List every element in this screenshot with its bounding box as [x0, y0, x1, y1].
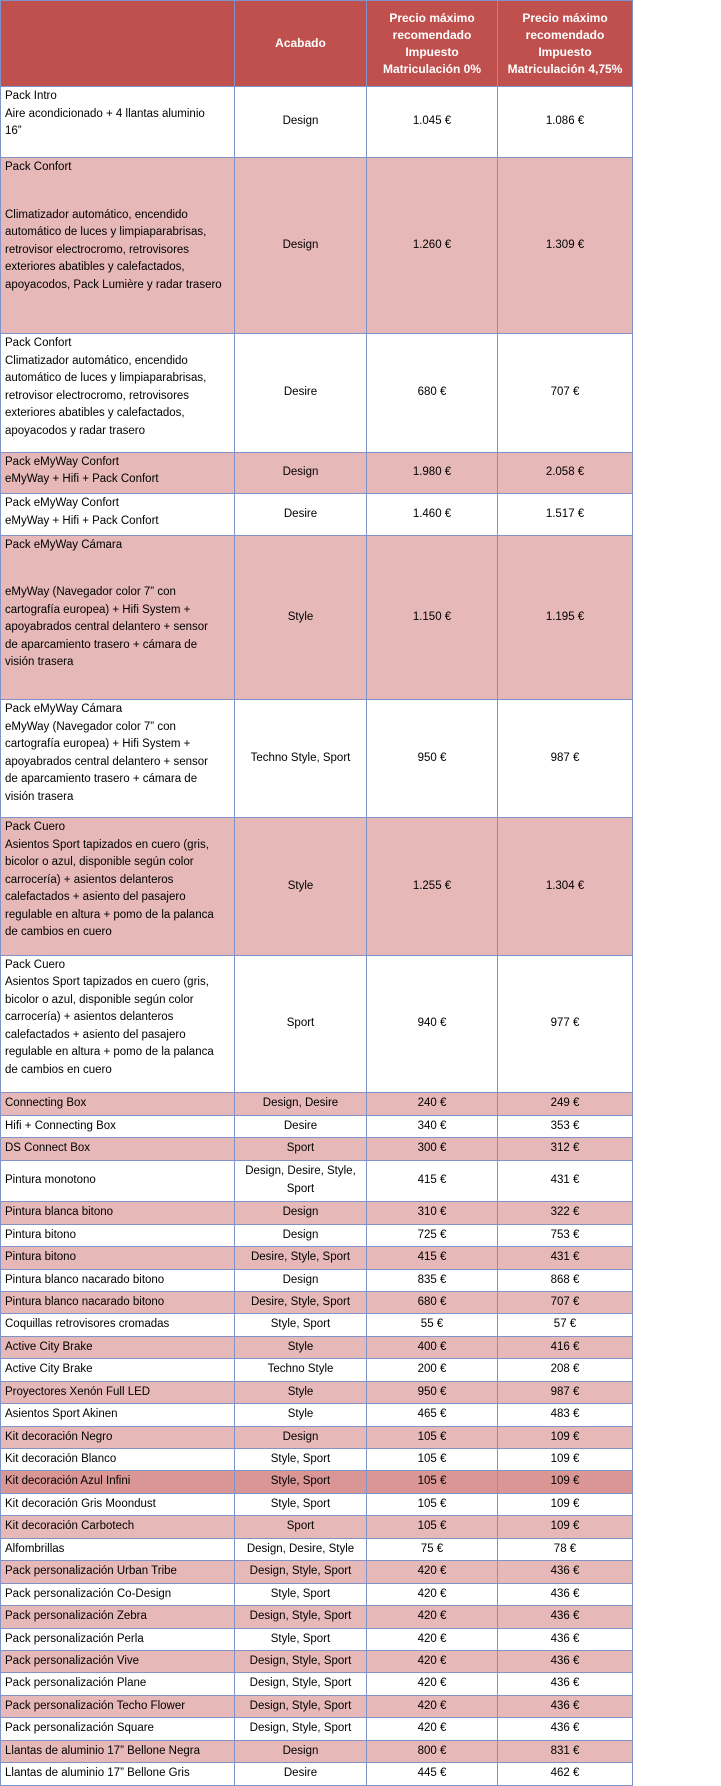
price-475-percent: 57 € [498, 1314, 633, 1336]
option-detail-line: eMyWay (Navegador color 7” con [5, 720, 176, 733]
price-475-percent: 1.304 € [498, 818, 633, 955]
option-finish: Style, Sport [235, 1471, 367, 1493]
option-detail-line: automático de luces y limpiaparabrisas, [5, 226, 207, 239]
option-description [1, 535, 235, 699]
option-description [1, 1247, 235, 1269]
price-0-percent: 680 € [367, 1291, 498, 1313]
price-0-percent: 200 € [367, 1359, 498, 1381]
table-row [1, 1606, 633, 1628]
option-finish: Design, Desire, Style, Sport [235, 1160, 367, 1202]
option-finish: Design [235, 1269, 367, 1291]
option-finish: Design, Desire [235, 1093, 367, 1115]
price-475-percent: 707 € [498, 1291, 633, 1313]
option-description [1, 1381, 235, 1403]
option-description [1, 700, 235, 818]
option-name: Kit decoración Carbotech [5, 1520, 135, 1533]
option-name: Pack eMyWay Cámara [5, 538, 123, 551]
price-475-percent: 987 € [498, 1381, 633, 1403]
option-finish: Design [235, 452, 367, 494]
table-row [1, 1471, 633, 1493]
price-475-percent: 483 € [498, 1404, 633, 1426]
option-name: Pack eMyWay Cámara [5, 703, 123, 716]
option-finish: Design [235, 158, 367, 334]
option-description [1, 1314, 235, 1336]
option-detail-line: Asientos Sport tapizados en cuero (gris, [5, 838, 209, 851]
header-description [1, 1, 235, 87]
option-description [1, 1763, 235, 1786]
header-finish: Acabado [235, 1, 367, 87]
option-detail-line: visión trasera [5, 656, 74, 669]
header-price-475-line: Matriculación 4,75% [507, 61, 623, 76]
option-description [1, 87, 235, 158]
option-detail-line: Climatizador automático, encendido [5, 354, 188, 367]
table-row [1, 1336, 633, 1358]
option-description [1, 1160, 235, 1202]
price-0-percent: 1.150 € [367, 535, 498, 699]
option-finish: Design, Style, Sport [235, 1673, 367, 1695]
line-gap [5, 177, 230, 207]
price-475-percent: 436 € [498, 1561, 633, 1583]
option-description [1, 452, 235, 494]
price-0-percent: 340 € [367, 1115, 498, 1137]
table-row [1, 1628, 633, 1650]
price-0-percent: 420 € [367, 1673, 498, 1695]
price-475-percent: 977 € [498, 955, 633, 1092]
price-0-percent: 420 € [367, 1561, 498, 1583]
table-row [1, 1763, 633, 1786]
option-finish: Style, Sport [235, 1628, 367, 1650]
table-row [1, 1093, 633, 1115]
price-0-percent: 940 € [367, 955, 498, 1092]
option-description [1, 334, 235, 452]
option-finish: Design, Style, Sport [235, 1606, 367, 1628]
table-row [1, 1493, 633, 1515]
option-finish: Desire [235, 1763, 367, 1786]
option-detail-line: bicolor o azul, disponible según color [5, 856, 194, 869]
price-0-percent: 420 € [367, 1628, 498, 1650]
option-finish: Style [235, 1336, 367, 1358]
price-0-percent: 1.460 € [367, 494, 498, 536]
header-price-0-line: Precio máximo [389, 10, 475, 25]
table-row [1, 955, 633, 1092]
option-name: Pintura monotono [5, 1174, 96, 1187]
option-description [1, 1291, 235, 1313]
price-475-percent: 436 € [498, 1673, 633, 1695]
option-finish: Style, Sport [235, 1314, 367, 1336]
price-0-percent: 420 € [367, 1650, 498, 1672]
option-finish: Techno Style, Sport [235, 700, 367, 818]
price-475-percent: 1.195 € [498, 535, 633, 699]
option-description [1, 1673, 235, 1695]
option-detail-line: bicolor o azul, disponible según color [5, 993, 194, 1006]
option-detail-line: apoyabrados central delantero + sensor [5, 621, 208, 634]
table-row [1, 1449, 633, 1471]
price-475-percent: 1.309 € [498, 158, 633, 334]
price-475-percent: 436 € [498, 1583, 633, 1605]
line-gap [5, 554, 230, 584]
price-475-percent: 753 € [498, 1224, 633, 1246]
option-finish: Style, Sport [235, 1583, 367, 1605]
option-name: Llantas de aluminio 17” Bellone Gris [5, 1767, 190, 1780]
option-description [1, 1336, 235, 1358]
option-detail-line: de aparcamiento trasero + cámara de [5, 638, 198, 651]
option-description [1, 1138, 235, 1160]
price-475-percent: 208 € [498, 1359, 633, 1381]
option-detail-line: eMyWay (Navegador color 7” con [5, 586, 176, 599]
price-0-percent: 445 € [367, 1763, 498, 1786]
price-475-percent: 868 € [498, 1269, 633, 1291]
price-475-percent: 312 € [498, 1138, 633, 1160]
header-price-0-line: Matriculación 0% [382, 61, 482, 76]
option-finish: Design, Style, Sport [235, 1650, 367, 1672]
option-detail-line: automático de luces y limpiaparabrisas, [5, 372, 207, 385]
option-finish: Desire, Style, Sport [235, 1247, 367, 1269]
option-name: Pintura blanco nacarado bitono [5, 1273, 165, 1286]
option-detail-line: eMyWay + Hifi + Pack Confort [5, 514, 159, 527]
option-name: Pintura bitono [5, 1228, 76, 1241]
option-description [1, 1718, 235, 1740]
table-row [1, 1160, 633, 1202]
price-475-percent: 436 € [498, 1628, 633, 1650]
price-0-percent: 1.255 € [367, 818, 498, 955]
option-name: Pack personalización Techo Flower [5, 1699, 186, 1712]
table-row [1, 1115, 633, 1137]
price-0-percent: 105 € [367, 1449, 498, 1471]
option-name: Pack personalización Square [5, 1722, 154, 1735]
option-name: Asientos Sport Akinen [5, 1408, 118, 1421]
price-475-percent: 2.058 € [498, 452, 633, 494]
price-0-percent: 420 € [367, 1583, 498, 1605]
price-0-percent: 105 € [367, 1426, 498, 1448]
price-0-percent: 680 € [367, 334, 498, 452]
option-name: Pack personalización Vive [5, 1654, 140, 1667]
option-description [1, 1695, 235, 1717]
price-475-percent: 831 € [498, 1740, 633, 1762]
option-name: Pack personalización Co-Design [5, 1587, 172, 1600]
option-finish: Sport [235, 1138, 367, 1160]
option-description [1, 1224, 235, 1246]
price-0-percent: 105 € [367, 1493, 498, 1515]
table-row [1, 1138, 633, 1160]
price-475-percent: 109 € [498, 1516, 633, 1538]
table-row [1, 1359, 633, 1381]
price-0-percent: 420 € [367, 1718, 498, 1740]
option-name: Pintura bitono [5, 1251, 76, 1264]
header-price-0-line: recomendado [392, 27, 472, 42]
option-detail-line: eMyWay + Hifi + Pack Confort [5, 473, 159, 486]
option-name: DS Connect Box [5, 1142, 91, 1155]
option-name: Pintura blanco nacarado bitono [5, 1295, 165, 1308]
header-price-0-line: Impuesto [405, 44, 459, 59]
price-0-percent: 240 € [367, 1093, 498, 1115]
table-row [1, 1291, 633, 1313]
price-475-percent: 109 € [498, 1449, 633, 1471]
option-detail-line: calefactados + asiento del pasajero [5, 891, 186, 904]
option-finish: Design [235, 1202, 367, 1224]
option-finish: Design [235, 1740, 367, 1762]
option-finish: Sport [235, 1516, 367, 1538]
option-description [1, 1093, 235, 1115]
table-row [1, 1561, 633, 1583]
price-475-percent: 109 € [498, 1493, 633, 1515]
price-475-percent: 109 € [498, 1426, 633, 1448]
option-detail-line: exteriores abatibles y calefactados, [5, 261, 185, 274]
table-row [1, 1695, 633, 1717]
price-0-percent: 75 € [367, 1538, 498, 1560]
option-finish: Design, Desire, Style [235, 1538, 367, 1560]
price-475-percent: 431 € [498, 1160, 633, 1202]
option-detail-line: Asientos Sport tapizados en cuero (gris, [5, 976, 209, 989]
option-description [1, 1202, 235, 1224]
option-name: Pack personalización Zebra [5, 1610, 147, 1623]
price-0-percent: 465 € [367, 1404, 498, 1426]
option-finish: Techno Style [235, 1359, 367, 1381]
price-475-percent: 1.086 € [498, 87, 633, 158]
option-detail-line: regulable en altura + pomo de la palanca [5, 1046, 214, 1059]
option-name: Connecting Box [5, 1097, 87, 1110]
option-detail-line: calefactados + asiento del pasajero [5, 1028, 186, 1041]
option-name: Pack Confort [5, 337, 72, 350]
option-name: Pack personalización Plane [5, 1677, 147, 1690]
option-description [1, 1583, 235, 1605]
option-finish: Design, Style, Sport [235, 1561, 367, 1583]
table-row [1, 1740, 633, 1762]
table-row [1, 535, 633, 699]
option-name: Pack eMyWay Confort [5, 455, 119, 468]
option-name: Pack Cuero [5, 821, 66, 834]
price-475-percent: 353 € [498, 1115, 633, 1137]
table-body [1, 87, 633, 1786]
price-0-percent: 300 € [367, 1138, 498, 1160]
option-description [1, 1538, 235, 1560]
option-name: Pack Confort [5, 161, 72, 174]
option-name: Proyectores Xenón Full LED [5, 1385, 151, 1398]
option-detail-line: 16” [5, 125, 22, 137]
header-price-475 [498, 1, 633, 87]
option-description [1, 1493, 235, 1515]
option-finish: Desire [235, 334, 367, 452]
table-row [1, 1381, 633, 1403]
option-finish: Style [235, 535, 367, 699]
option-description [1, 1471, 235, 1493]
price-0-percent: 725 € [367, 1224, 498, 1246]
option-name: Kit decoración Gris Moondust [5, 1497, 156, 1510]
price-0-percent: 105 € [367, 1471, 498, 1493]
option-detail-line: apoyacodos y radar trasero [5, 424, 145, 437]
price-475-percent: 462 € [498, 1763, 633, 1786]
option-name: Pack Cuero [5, 958, 66, 971]
table-row [1, 1516, 633, 1538]
option-finish: Style, Sport [235, 1449, 367, 1471]
price-475-percent: 1.517 € [498, 494, 633, 536]
option-description [1, 1628, 235, 1650]
price-0-percent: 950 € [367, 1381, 498, 1403]
table-row [1, 87, 633, 158]
option-finish: Design [235, 87, 367, 158]
header-price-475-line: recomendado [525, 27, 605, 42]
table-row [1, 1718, 633, 1740]
option-name: Active City Brake [5, 1340, 93, 1353]
price-475-percent: 707 € [498, 334, 633, 452]
option-description [1, 1115, 235, 1137]
price-0-percent: 420 € [367, 1606, 498, 1628]
option-finish: Style [235, 1404, 367, 1426]
price-0-percent: 1.045 € [367, 87, 498, 158]
option-detail-line: de aparcamiento trasero + cámara de [5, 773, 198, 786]
price-0-percent: 310 € [367, 1202, 498, 1224]
option-description [1, 1606, 235, 1628]
option-description [1, 1516, 235, 1538]
table-row [1, 1224, 633, 1246]
price-0-percent: 415 € [367, 1160, 498, 1202]
option-detail-line: cartografía europea) + Hifi System + [5, 738, 191, 751]
option-description [1, 1449, 235, 1471]
price-475-percent: 436 € [498, 1695, 633, 1717]
table-row [1, 1538, 633, 1560]
option-finish: Desire [235, 494, 367, 536]
price-0-percent: 415 € [367, 1247, 498, 1269]
option-description [1, 1359, 235, 1381]
option-name: Kit decoración Azul Infini [5, 1475, 131, 1488]
option-finish: Sport [235, 955, 367, 1092]
table-row [1, 1673, 633, 1695]
option-finish: Style [235, 1381, 367, 1403]
price-0-percent: 55 € [367, 1314, 498, 1336]
price-0-percent: 400 € [367, 1336, 498, 1358]
option-detail-line: carrocería) + asientos delanteros [5, 1011, 174, 1024]
option-name: Pack personalización Urban Tribe [5, 1565, 177, 1578]
option-name: Pack eMyWay Confort [5, 497, 119, 510]
table-row [1, 1404, 633, 1426]
table-row [1, 158, 633, 334]
option-description [1, 818, 235, 955]
price-475-percent: 249 € [498, 1093, 633, 1115]
option-description [1, 494, 235, 536]
price-475-percent: 987 € [498, 700, 633, 818]
option-name: Llantas de aluminio 17” Bellone Negra [5, 1744, 200, 1757]
price-475-percent: 416 € [498, 1336, 633, 1358]
table-row [1, 1583, 633, 1605]
option-description [1, 158, 235, 334]
option-description [1, 1269, 235, 1291]
table-row [1, 1247, 633, 1269]
table-row [1, 1269, 633, 1291]
option-description [1, 1740, 235, 1762]
option-finish: Desire, Style, Sport [235, 1291, 367, 1313]
option-detail-line: carrocería) + asientos delanteros [5, 873, 174, 886]
header-price-0 [367, 1, 498, 87]
price-475-percent: 436 € [498, 1606, 633, 1628]
table-row [1, 1314, 633, 1336]
table-row [1, 452, 633, 494]
option-description [1, 1650, 235, 1672]
table-row [1, 334, 633, 452]
option-finish: Style, Sport [235, 1493, 367, 1515]
option-finish: Style [235, 818, 367, 955]
price-0-percent: 105 € [367, 1516, 498, 1538]
header-price-475-line: Precio máximo [522, 10, 608, 25]
price-475-percent: 109 € [498, 1471, 633, 1493]
header-row [1, 1, 633, 87]
option-name: Pack Intro [5, 90, 57, 102]
price-475-percent: 436 € [498, 1718, 633, 1740]
option-detail-line: de cambios en cuero [5, 1063, 112, 1076]
option-name: Alfombrillas [5, 1542, 65, 1555]
price-0-percent: 1.260 € [367, 158, 498, 334]
option-detail-line: visión trasera [5, 790, 74, 803]
table-row [1, 700, 633, 818]
price-475-percent: 436 € [498, 1650, 633, 1672]
table-row [1, 1650, 633, 1672]
option-name: Kit decoración Blanco [5, 1453, 117, 1466]
price-475-percent: 78 € [498, 1538, 633, 1560]
price-0-percent: 835 € [367, 1269, 498, 1291]
option-name: Active City Brake [5, 1363, 93, 1376]
option-detail-line: Aire acondicionado + 4 llantas aluminio [5, 107, 205, 120]
option-description [1, 1561, 235, 1583]
price-475-percent: 431 € [498, 1247, 633, 1269]
option-detail-line: de cambios en cuero [5, 926, 112, 939]
header-price-475-line: Impuesto [538, 44, 592, 59]
option-finish: Design [235, 1426, 367, 1448]
option-name: Kit decoración Negro [5, 1430, 113, 1443]
option-detail-line: cartografía europea) + Hifi System + [5, 603, 191, 616]
option-detail-line: retrovisor electrocromo, retrovisores [5, 243, 190, 256]
option-detail-line: Climatizador automático, encendido [5, 208, 188, 221]
option-detail-line: apoyacodos, Pack Lumière y radar trasero [5, 278, 222, 291]
option-description [1, 955, 235, 1092]
table-row [1, 818, 633, 955]
option-detail-line: retrovisor electrocromo, retrovisores [5, 389, 190, 402]
option-detail-line: exteriores abatibles y calefactados, [5, 407, 185, 420]
option-name: Pintura blanca bitono [5, 1206, 114, 1219]
table-row [1, 1426, 633, 1448]
price-0-percent: 420 € [367, 1695, 498, 1717]
option-finish: Desire [235, 1115, 367, 1137]
option-detail-line: regulable en altura + pomo de la palanca [5, 908, 214, 921]
option-description [1, 1404, 235, 1426]
price-475-percent: 322 € [498, 1202, 633, 1224]
table-row [1, 1202, 633, 1224]
option-name: Hifi + Connecting Box [5, 1119, 116, 1132]
option-description [1, 1426, 235, 1448]
option-name: Pack personalización Perla [5, 1632, 144, 1645]
option-detail-line: apoyabrados central delantero + sensor [5, 755, 208, 768]
price-0-percent: 950 € [367, 700, 498, 818]
option-name: Coquillas retrovisores cromadas [5, 1318, 170, 1331]
price-0-percent: 1.980 € [367, 452, 498, 494]
table-row [1, 494, 633, 536]
option-finish: Design [235, 1224, 367, 1246]
option-finish: Design, Style, Sport [235, 1718, 367, 1740]
option-finish: Design, Style, Sport [235, 1695, 367, 1717]
price-0-percent: 800 € [367, 1740, 498, 1762]
